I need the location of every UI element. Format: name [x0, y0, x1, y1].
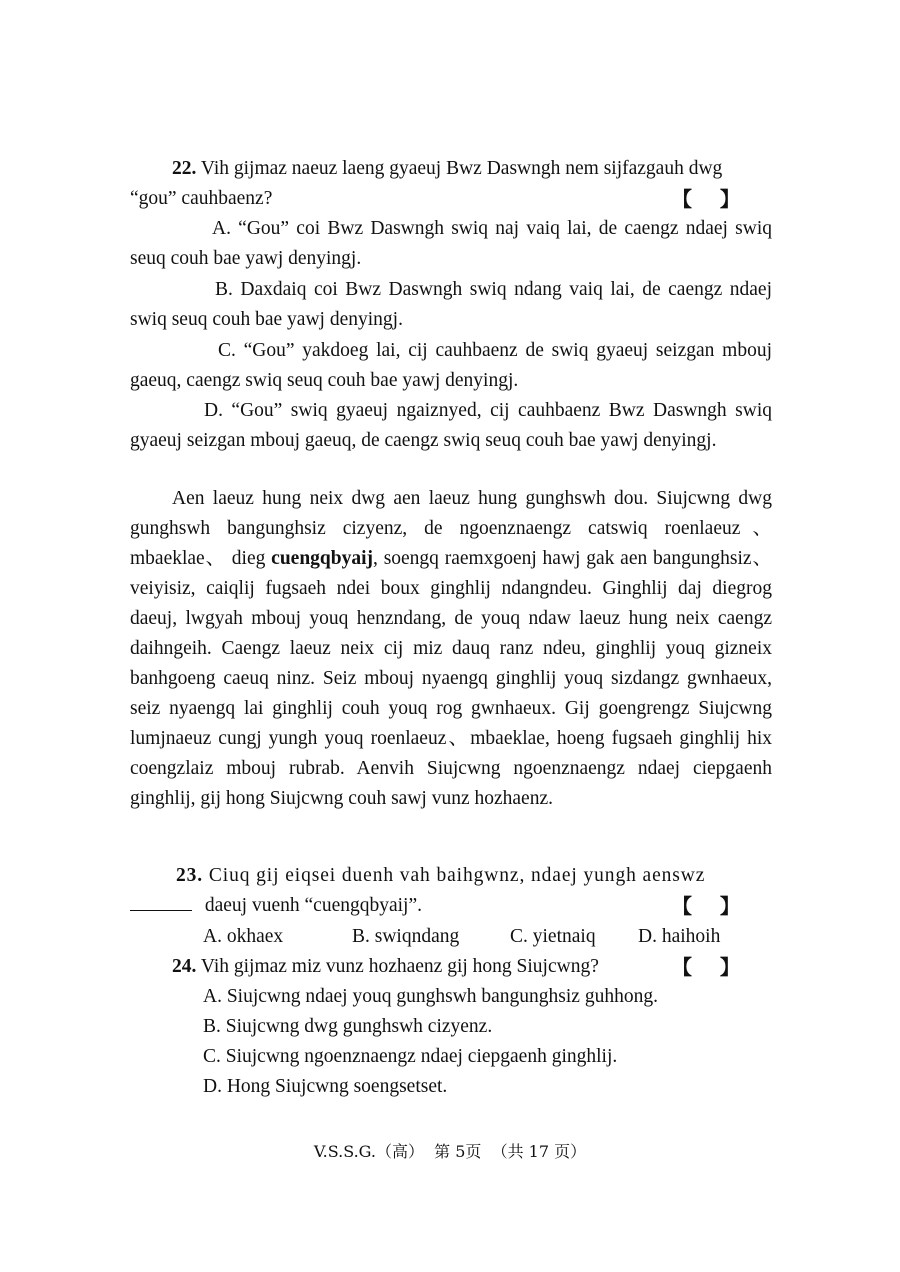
q22-stem-text-1: Vih gijmaz naeuz laeng gyaeuj Bwz Daswngh nem sijfazgauh dwg: [200, 158, 723, 179]
q22-number: 22.: [172, 158, 197, 179]
q23-answer-blank: [130, 892, 192, 911]
q24-stem: [172, 952, 599, 982]
q22-option-c: C. “Gou” yakdoeg lai, cij cauhbaenz de swiq gyaeuj seizgan mbouj gaeuq, caengz swiq seuq couh bae yawj denyingj.: [130, 340, 772, 391]
passage-text-end: , soengq raemxgoenj hawj gak aen bangunghsiz、 veiyisiz, caiqlij fugsaeh ndei boux ginghlij ndangndeu. Ginghlij daj diegrog daeuj, lwgyah mbouj youq henzndang, de youq ndaw laeuz hung neix caengz daihngeih. Caengz laeuz neix cij miz dauq ranz ndeu, ginghlij youq gizneix banhgoeng caeuq ninz. Seiz mbouj nyaengq ginghlij youq sizdangz gwnhaeux, seiz nyaengq lai ginghlij couh youq rog gwnhaeux. Gij goengrengz Siujcwng lumjnaeuz cungj yungh youq roenlaeuz、mbaeklae, hoeng fugsaeh ginghlij hix coengzlaiz mbouj rubrab. Aenvih Siujcwng ngoenznaengz ndaej ciepgaenh ginghlij, gij hong Siujcwng couh sawj vunz hozhaenz.: [130, 548, 772, 809]
q23-option-b: B. swiqndang: [352, 926, 460, 947]
q23-option-a: A. okhaex: [203, 926, 284, 947]
q23-stem-text-2: daeuj vuenh “cuengqbyaij”.: [204, 895, 422, 916]
q22-option-b: B. Daxdaiq coi Bwz Daswngh swiq ndang vaiq lai, de caengz ndaej swiq seuq couh bae yawj denyingj.: [130, 279, 772, 330]
q22-stem-line1: [172, 154, 722, 184]
q24-number: 24.: [172, 956, 197, 977]
q23-stem-line1: [176, 861, 705, 891]
q23-number: 23.: [176, 865, 204, 886]
passage-text-start: Aen laeuz hung neix dwg aen laeuz hung gunghswh dou. Siujcwng dwg gunghswh bangunghsiz cizyenz, de ngoenznaengz catswiq roenlaeuz、mbaeklae、 dieg: [130, 488, 772, 569]
q24-answer-bracket: 【 】: [672, 955, 740, 979]
page-footer: V.S.S.G.（高） 第 5页 （共 17 页）: [313, 1142, 587, 1161]
q24-option-d: D. Hong Siujcwng soengsetset.: [203, 1076, 448, 1097]
q24-option-a: A. Siujcwng ndaej youq gunghswh bangunghsiz guhhong.: [203, 986, 658, 1007]
q22-option-d: D. “Gou” swiq gyaeuj ngaiznyed, cij cauhbaenz Bwz Daswngh swiq gyaeuj seizgan mbouj gaeuq, de caengz swiq seuq couh bae yawj denyingj.: [130, 400, 772, 451]
q24-option-c: C. Siujcwng ngoenznaengz ndaej ciepgaenh ginghlij.: [203, 1046, 618, 1067]
passage-key-word: cuengqbyaij: [271, 548, 374, 569]
passage-paragraph: [130, 484, 772, 814]
q23-answer-bracket: 【 】: [672, 894, 740, 918]
q22-stem-line2: “gou” cauhbaenz?: [130, 188, 273, 209]
q22-option-a: A. “Gou” coi Bwz Daswngh swiq naj vaiq lai, de caengz ndaej swiq seuq couh bae yawj denyingj.: [130, 218, 772, 269]
q23-stem-text-1: Ciuq gij eiqsei duenh vah baihgwnz, ndaej yungh aenswz: [208, 865, 706, 886]
reading-passage: [130, 484, 772, 814]
q24-stem-text: Vih gijmaz miz vunz hozhaenz gij hong Siujcwng?: [200, 956, 599, 977]
q24-option-b: B. Siujcwng dwg gunghswh cizyenz.: [203, 1016, 493, 1037]
q23-stem-line2: [130, 891, 422, 921]
q23-option-d: D. haihoih: [638, 926, 721, 947]
q22-answer-bracket: 【 】: [672, 187, 740, 211]
q23-option-c: C. yietnaiq: [510, 926, 596, 947]
